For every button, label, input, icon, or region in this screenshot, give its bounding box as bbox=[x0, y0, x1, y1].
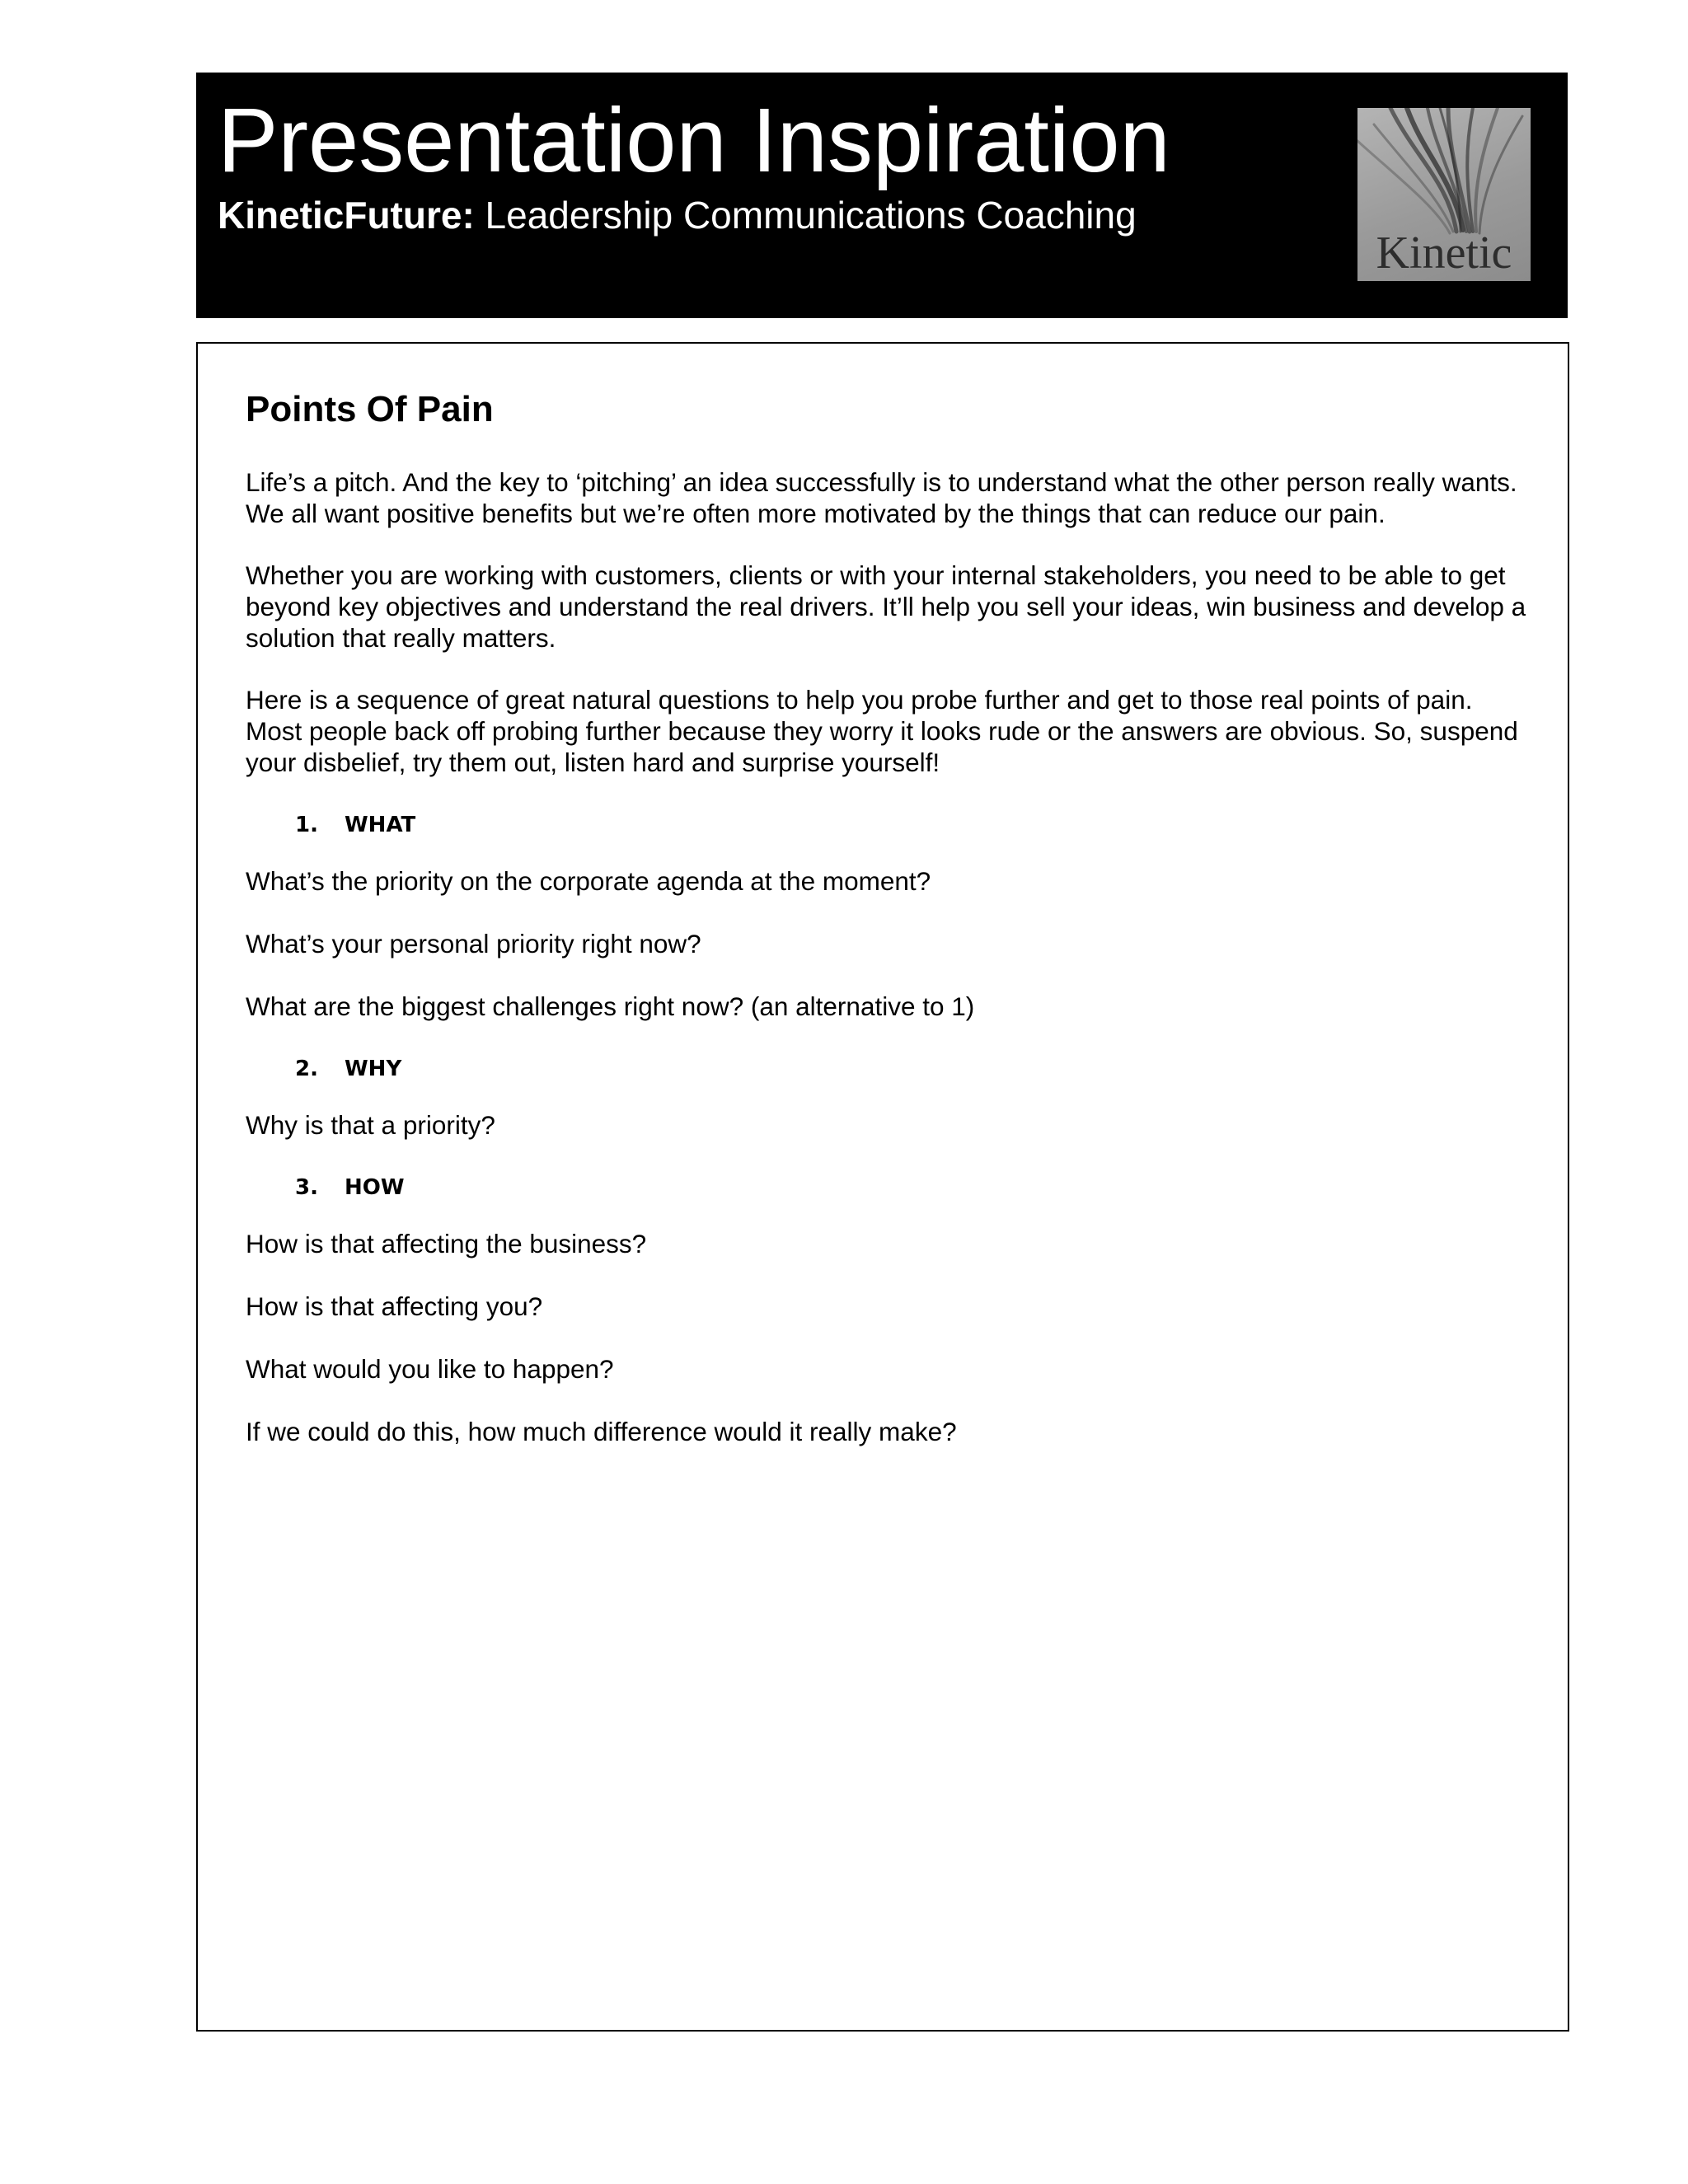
brand-name: KineticFuture: bbox=[218, 194, 475, 237]
section-number: 1. bbox=[295, 813, 318, 837]
question-item: What are the biggest challenges right now? (an alternative to 1) bbox=[246, 991, 975, 1021]
article-heading: Points Of Pain bbox=[246, 389, 494, 429]
content-box bbox=[196, 342, 1569, 2032]
question-item: How is that affecting you? bbox=[246, 1291, 543, 1321]
section-heading-how bbox=[295, 1171, 1531, 1204]
article-body bbox=[246, 387, 1531, 1478]
banner-subtitle bbox=[218, 193, 1137, 238]
section-heading-what bbox=[295, 808, 1531, 841]
question-item: What’s the priority on the corporate agenda at the moment? bbox=[246, 866, 931, 896]
subtitle-text: Leadership Communications Coaching bbox=[474, 194, 1137, 237]
section-number: 2. bbox=[295, 1057, 318, 1081]
section-title: WHAT bbox=[345, 813, 416, 837]
section-number: 3. bbox=[295, 1175, 318, 1200]
section-title: WHY bbox=[345, 1057, 402, 1081]
question-item: How is that affecting the business? bbox=[246, 1229, 647, 1258]
question-item: If we could do this, how much difference would it really make? bbox=[246, 1417, 957, 1446]
intro-paragraph: Here is a sequence of great natural questions to help you probe further and get to those real points of pain. Most people back off probing further because they worry it looks rude or the answers are obvious. So, suspend your disbelief, try them out, listen hard and surprise yourself! bbox=[246, 685, 1518, 777]
header-banner bbox=[196, 73, 1568, 318]
question-item: What would you like to happen? bbox=[246, 1354, 614, 1384]
question-item: What’s your personal priority right now? bbox=[246, 929, 701, 958]
section-heading-why bbox=[295, 1052, 1531, 1085]
intro-paragraph: Whether you are working with customers, clients or with your internal stakeholders, you need to be able to get beyond key objectives and understand the real drivers. It’ll help you sell your ideas, win business and develop a solution that really matters. bbox=[246, 560, 1526, 653]
intro-paragraph: Life’s a pitch. And the key to ‘pitching’ an idea successfully is to understand what the other person really wants. We all want positive benefits but we’re often more motivated by the things that can reduce our pain. bbox=[246, 467, 1517, 528]
logo-wordmark: Kinetic bbox=[1376, 227, 1512, 279]
kinetic-logo bbox=[1357, 108, 1531, 281]
page-title: Presentation Inspiration bbox=[218, 90, 1170, 191]
question-item: Why is that a priority? bbox=[246, 1110, 495, 1140]
section-title: HOW bbox=[345, 1175, 405, 1200]
